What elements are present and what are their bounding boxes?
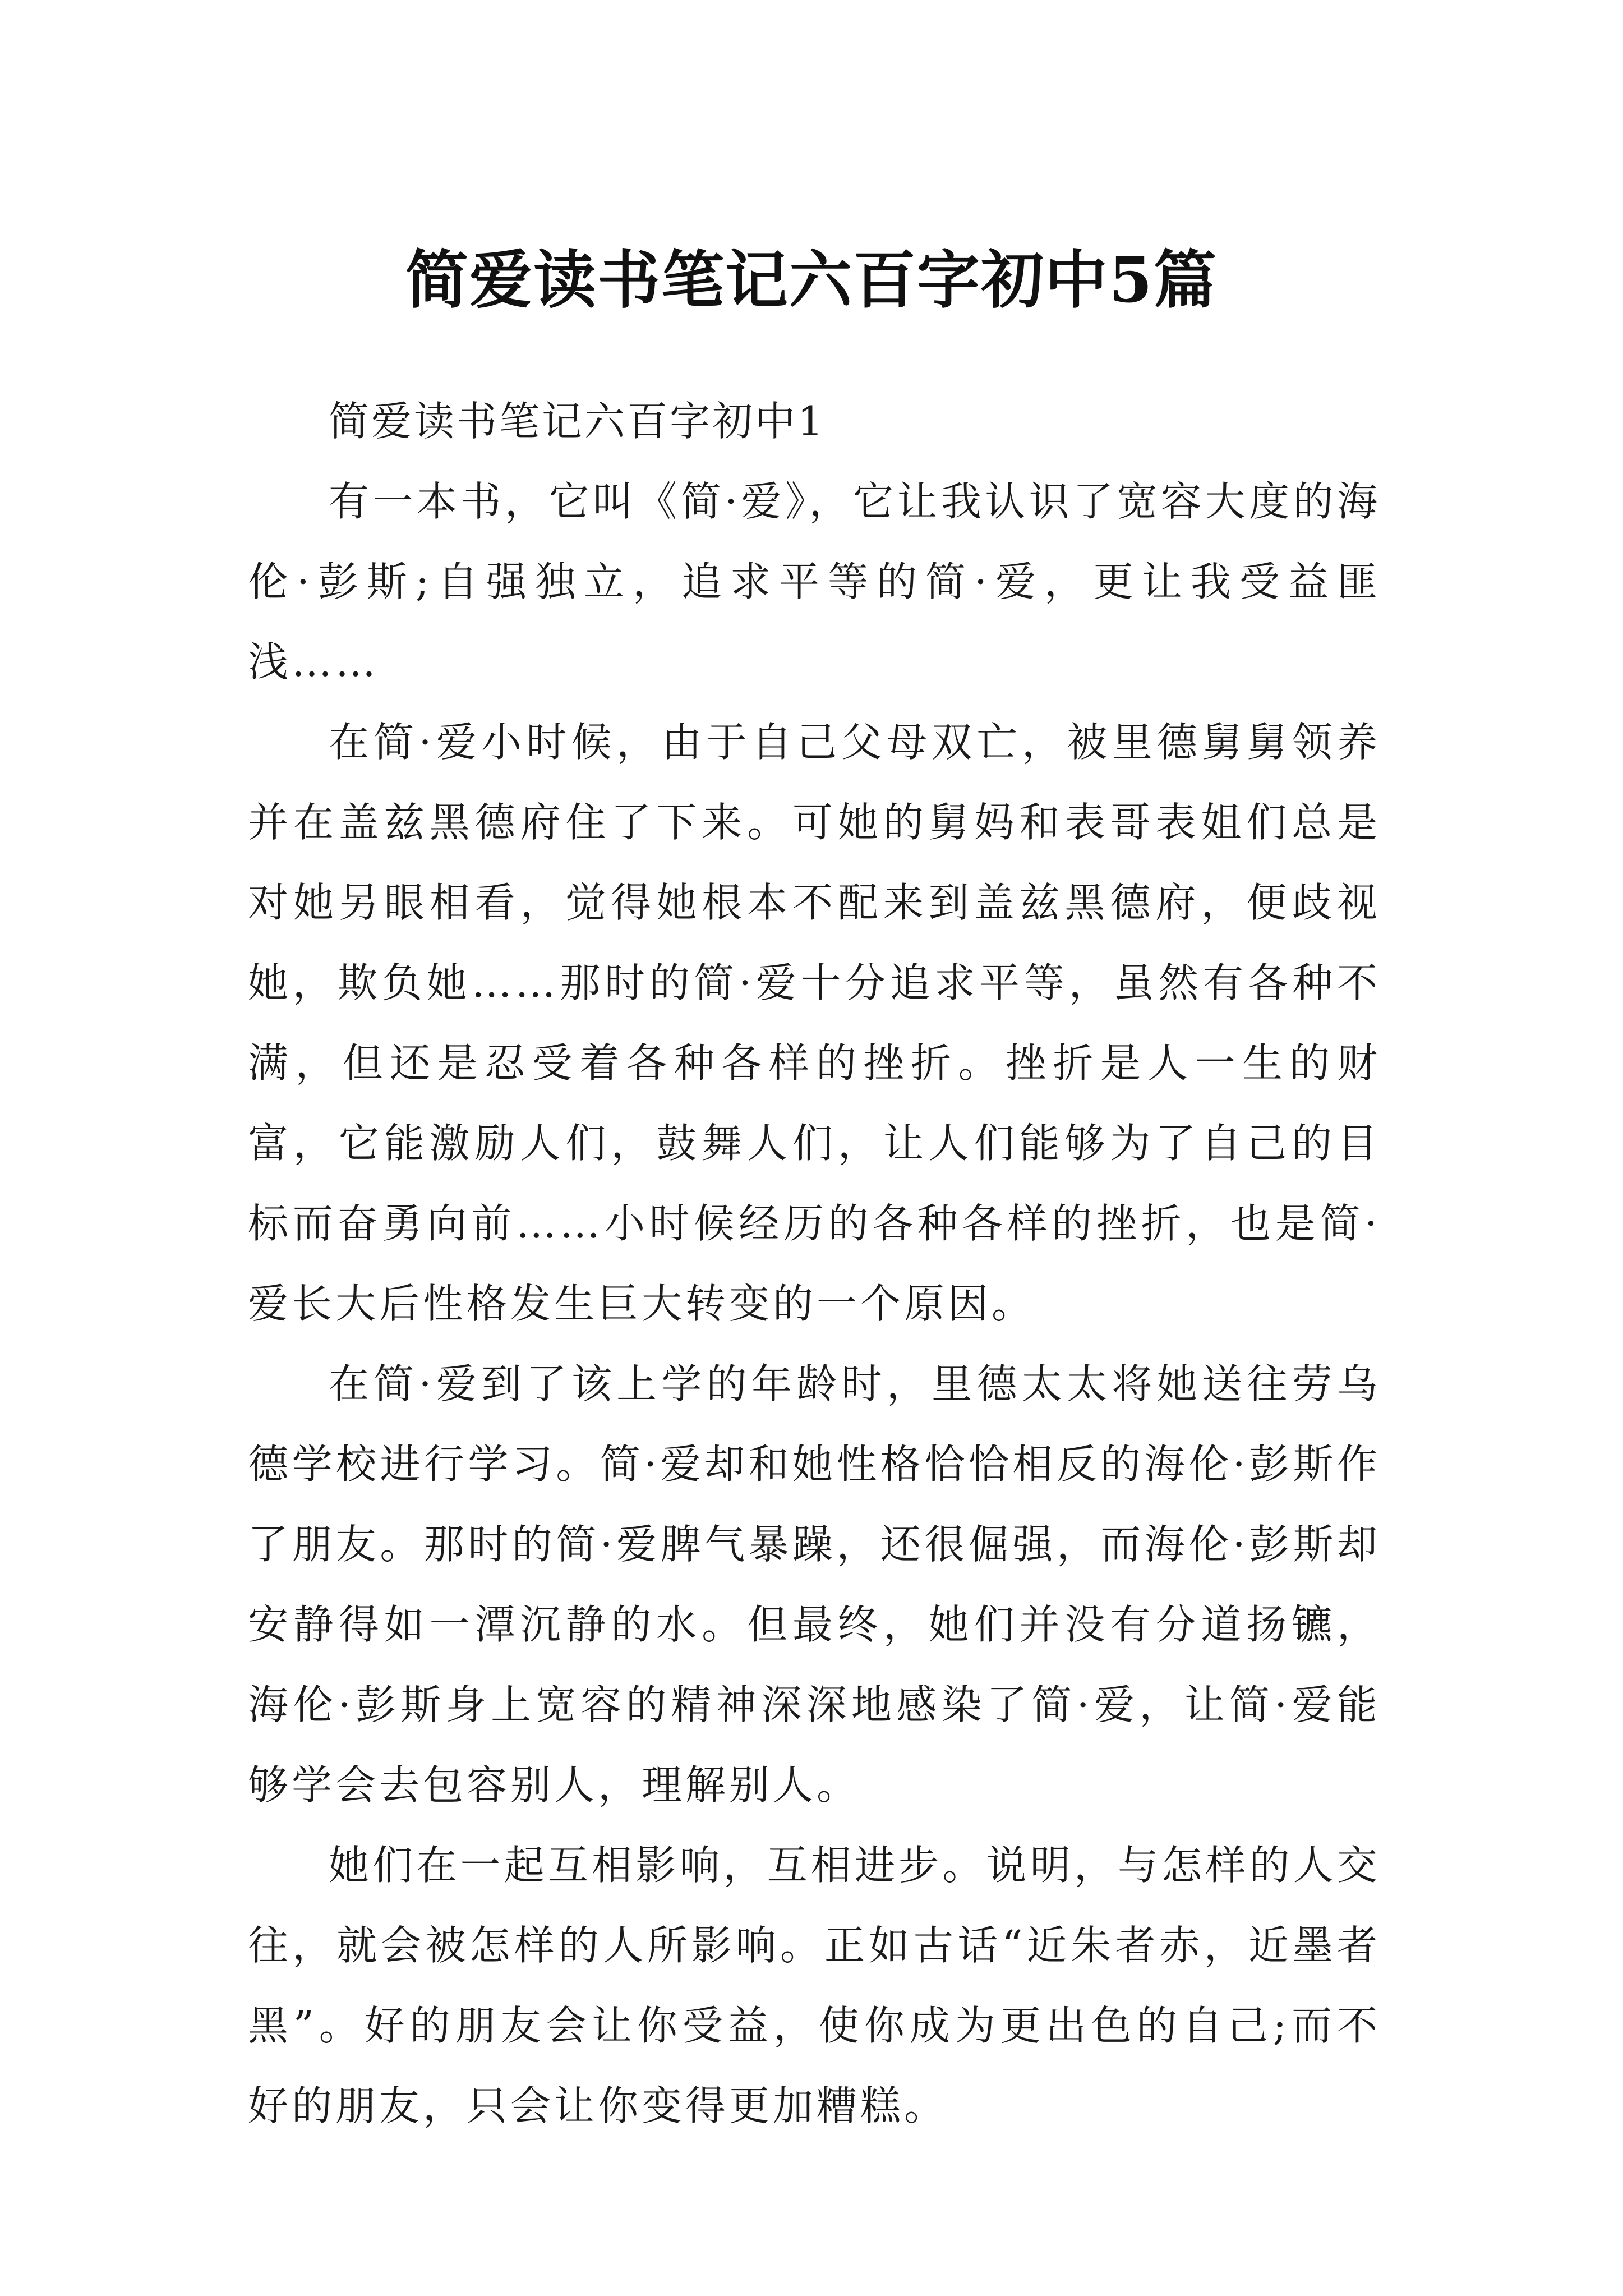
paragraph: 在简·爱小时候，由于自己父母双亡，被里德舅舅领养并在盖兹黑德府住了下来。可她的舅妈和表哥表姐们总是对她另眼相看，觉得她根本不配来到盖兹黑德府，便歧视她，欺负她……那时的简·爱十分追求平等，虽然有各种不满，但还是忍受着各种各样的挫折。挫折是人一生的财富，它能激励人们，鼓舞人们，让人们能够为了自己的目标而奋勇向前……小时候经历的各种各样的挫折，也是简·爱长大后性格发生巨大转变的一个原因。 <box>248 719 1381 1327</box>
document-title: 简爱读书笔记六百字初中5篇 <box>405 243 1218 318</box>
paragraph: 有一本书，它叫《简·爱》，它让我认识了宽容大度的海伦·彭斯;自强独立，追求平等的简·爱，更让我受益匪浅…… <box>248 478 1381 685</box>
paragraph: 她们在一起互相影响，互相进步。说明，与怎样的人交往，就会被怎样的人所影响。正如古话“近朱者赤，近墨者黑”。好的朋友会让你受益，使你成为更出色的自己;而不好的朋友，只会让你变得更加糟糕。 <box>248 1842 1381 2129</box>
paragraph: 在简·爱到了该上学的年龄时，里德太太将她送往劳乌德学校进行学习。简·爱却和她性格恰恰相反的海伦·彭斯作了朋友。那时的简·爱脾气暴躁，还很倔强，而海伦·彭斯却安静得如一潭沉静的水。但最终，她们并没有分道扬镳，海伦·彭斯身上宽容的精神深深地感染了简·爱，让简·爱能够学会去包容别人，理解别人。 <box>248 1360 1381 1809</box>
section-heading: 简爱读书笔记六百字初中1 <box>329 398 826 445</box>
document-body <box>248 381 1381 2146</box>
